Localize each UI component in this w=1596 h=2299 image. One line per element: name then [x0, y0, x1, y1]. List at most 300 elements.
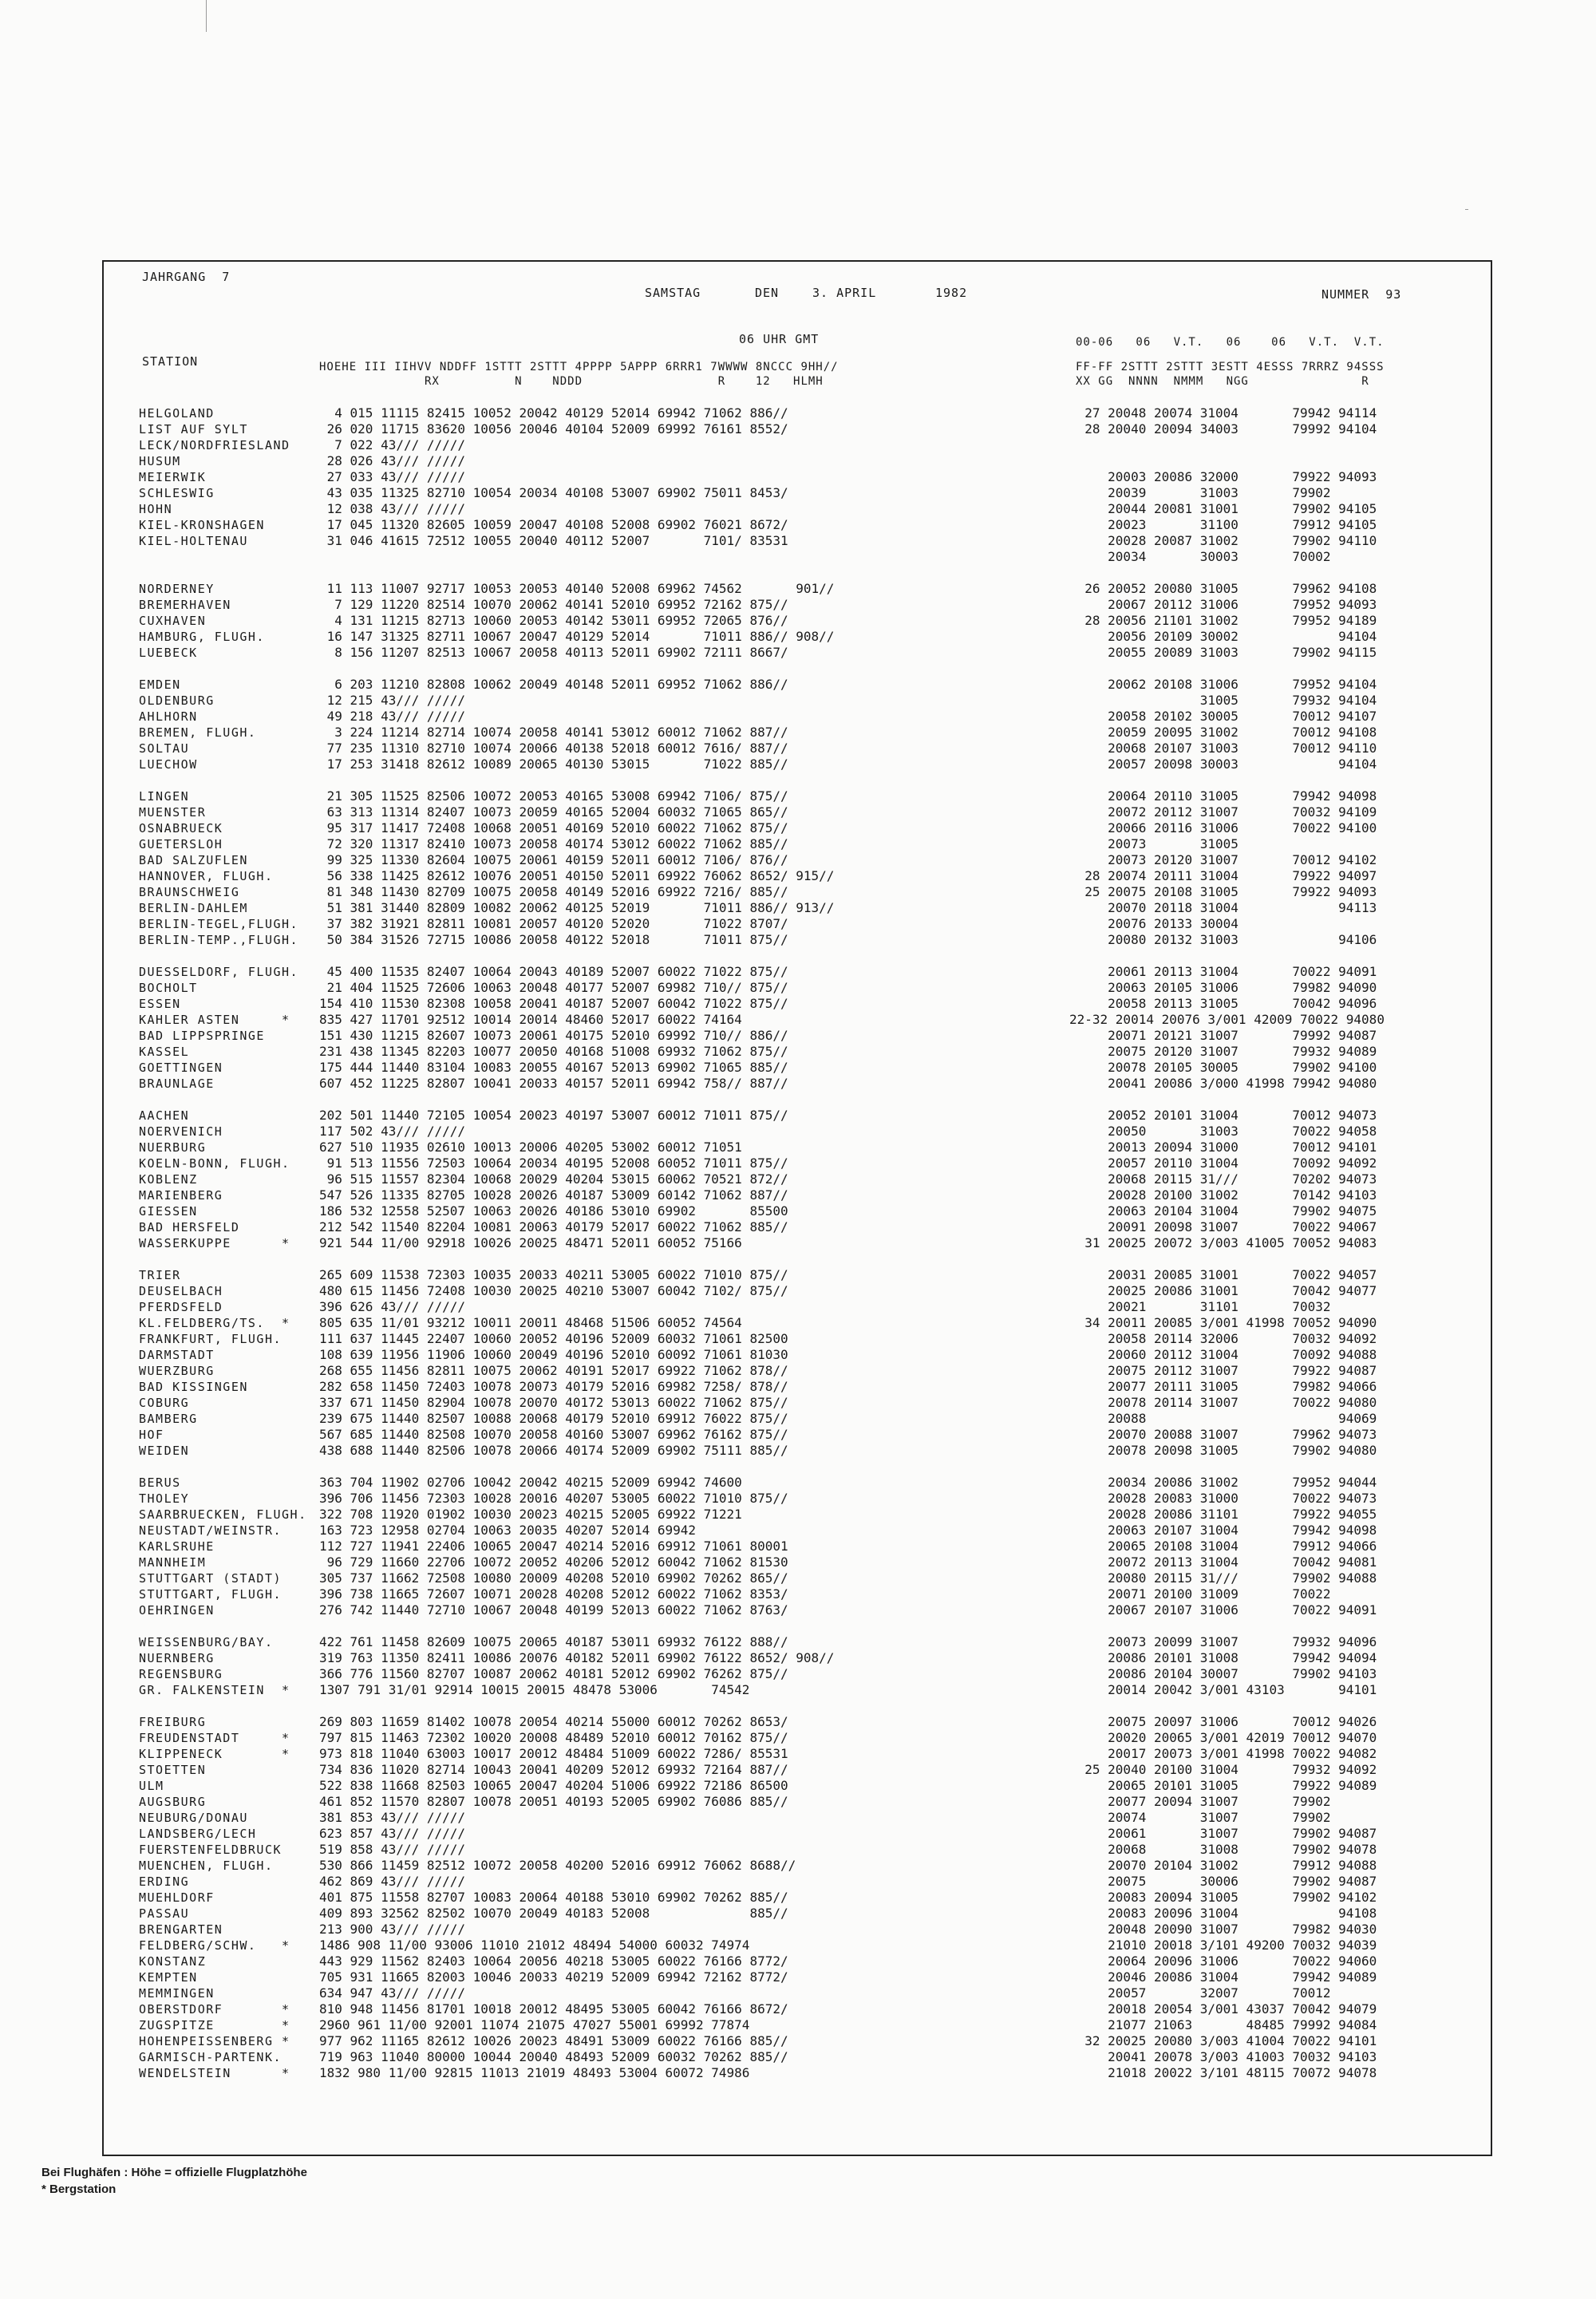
station-name: MUENCHEN, FLUGH. [139, 1859, 274, 1873]
table-row [139, 469, 1487, 485]
footnote-mountain: * Bergstation [41, 2182, 117, 2196]
synop-code: 1832 980 11/00 92815 11013 21019 48493 53004 60072 74986 [319, 2065, 750, 2080]
scan-mark [206, 0, 207, 32]
synop-code: 462 869 43/// ///// [319, 1874, 466, 1889]
table-row [139, 852, 1487, 868]
synop-code: 43 035 11325 82710 10054 20034 40108 53007 69902 75011 8453/ [319, 485, 788, 500]
extreme-values: 20080 20132 31003 94106 [1069, 932, 1377, 947]
extreme-values: 20013 20094 31000 70012 94101 [1069, 1140, 1377, 1155]
extreme-values: 20028 20100 31002 70142 94103 [1069, 1187, 1377, 1203]
extreme-values: 20065 20101 31005 79922 94089 [1069, 1778, 1377, 1793]
station-group [139, 581, 1487, 661]
group-gap [139, 565, 1487, 581]
synop-code: 530 866 11459 82512 10072 20058 40200 52016 69912 76062 8688// [319, 1858, 796, 1873]
station-name: AHLHORN [139, 709, 198, 724]
extreme-values: 20064 20110 31005 79942 94098 [1069, 788, 1377, 804]
station-name: MEMMINGEN [139, 1986, 215, 2001]
station-name: WUERZBURG [139, 1364, 215, 1378]
extreme-values: 20071 20100 31009 70022 [1069, 1586, 1331, 1602]
table-row [139, 1778, 1487, 1794]
extreme-values: 20073 20099 31007 79932 94096 [1069, 1634, 1377, 1649]
station-name: BERLIN-TEMP.,FLUGH. [139, 933, 299, 947]
table-row [139, 1539, 1487, 1554]
table-row [139, 1331, 1487, 1347]
synop-code: 4 131 11215 82713 10060 20053 40142 53011 69952 72065 876// [319, 613, 788, 628]
station-name: GIESSEN [139, 1204, 198, 1219]
extreme-values: 20068 20115 31/// 70202 94073 [1069, 1171, 1377, 1187]
weekday: SAMSTAG [645, 286, 701, 300]
synop-code: 2960 961 11/00 92001 11074 21075 47027 55001 69992 77874 [319, 2017, 750, 2032]
group-gap [139, 1459, 1487, 1475]
extreme-values: 20063 20107 31004 79942 94098 [1069, 1523, 1377, 1538]
synop-code: 705 931 11665 82003 10046 20033 40219 52009 69942 72162 8772/ [319, 1969, 788, 1985]
extreme-values: 20086 20104 30007 79902 94103 [1069, 1666, 1377, 1681]
station-name: OBERSTDORF * [139, 2002, 290, 2017]
station-name: KIEL-KRONSHAGEN [139, 518, 265, 532]
table-row [139, 533, 1487, 549]
table-row [139, 1810, 1487, 1826]
table-row [139, 1491, 1487, 1507]
station-name: LUECHOW [139, 757, 198, 772]
synop-code: 396 626 43/// ///// [319, 1299, 466, 1314]
station-name: LANDSBERG/LECH [139, 1827, 257, 1841]
table-row [139, 1523, 1487, 1539]
station-name: WASSERKUPPE * [139, 1236, 290, 1250]
table-row [139, 1938, 1487, 1953]
station-name: STOETTEN [139, 1763, 207, 1777]
station-name: MANNHEIM [139, 1555, 207, 1570]
group-gap [139, 948, 1487, 964]
station-name: GUETERSLOH [139, 837, 223, 851]
station-group [139, 405, 1487, 565]
table-row [139, 1155, 1487, 1171]
table-row [139, 1985, 1487, 2001]
synop-code: 202 501 11440 72105 10054 20023 40197 53007 60012 71011 875// [319, 1108, 788, 1123]
table-row [139, 485, 1487, 501]
synop-code: 51 381 31440 82809 10082 20062 40125 52019 71011 886// 913// [319, 900, 835, 915]
table-row [139, 1379, 1487, 1395]
code-heading-2: RX N NDDD R 12 HLMH [319, 375, 824, 388]
extreme-values: 21010 20018 3/101 49200 70032 94039 [1069, 1938, 1377, 1953]
table-row [139, 1108, 1487, 1124]
synop-code: 322 708 11920 01902 10030 20023 40215 52005 69922 71221 [319, 1507, 742, 1522]
extreme-values: 20028 20086 31101 79922 94055 [1069, 1507, 1377, 1522]
synop-code: 319 763 11350 82411 10086 20076 40182 52011 69902 76122 8652/ 908// [319, 1650, 835, 1665]
extreme-values: 20065 20108 31004 79912 94066 [1069, 1539, 1377, 1554]
station-name: BERLIN-DAHLEM [139, 901, 248, 915]
synop-code: 112 727 11941 22406 10065 20047 40214 52016 69912 71061 80001 [319, 1539, 788, 1554]
table-row [139, 1794, 1487, 1810]
issue-number: NUMMER 93 [1321, 287, 1402, 302]
extreme-values: 20068 31008 79902 94078 [1069, 1842, 1377, 1857]
station-name: FELDBERG/SCHW. * [139, 1938, 290, 1953]
table-row [139, 1969, 1487, 1985]
extreme-values: 20078 20098 31005 79902 94080 [1069, 1443, 1377, 1458]
station-name: NORDERNEY [139, 582, 215, 596]
right-heading-2: FF-FF 2STTT 2STTT 3ESTT 4ESSS 7RRRZ 94SSS [1076, 361, 1385, 373]
synop-code: 276 742 11440 72710 10067 20048 40199 52013 60022 71062 8763/ [319, 1602, 788, 1618]
synop-code: 213 900 43/// ///// [319, 1922, 466, 1937]
synop-code: 95 317 11417 72408 10068 20051 40169 52010 60022 71062 875// [319, 820, 788, 835]
station-name: MARIENBERG [139, 1188, 223, 1203]
station-name: BAD SALZUFLEN [139, 853, 248, 867]
station-name: BREMEN, FLUGH. [139, 725, 257, 740]
synop-code: 81 348 11430 82709 10075 20058 40149 52016 69922 7216/ 885// [319, 884, 788, 899]
station-name: BOCHOLT [139, 981, 198, 995]
station-name: ESSEN [139, 997, 181, 1011]
extreme-values: 20072 20113 31004 70042 94081 [1069, 1554, 1377, 1570]
extreme-values: 21077 21063 48485 79992 94084 [1069, 2017, 1377, 2032]
table-row [139, 1634, 1487, 1650]
synop-code: 519 858 43/// ///// [319, 1842, 466, 1857]
report-sheet [102, 260, 1492, 2156]
table-row [139, 2017, 1487, 2033]
table-row [139, 1842, 1487, 1858]
station-name: NEUBURG/DONAU [139, 1811, 248, 1825]
station-name: SCHLESWIG [139, 486, 215, 500]
synop-code: 381 853 43/// ///// [319, 1810, 466, 1825]
synop-code: 8 156 11207 82513 10067 20058 40113 52011 69902 72111 8667/ [319, 645, 788, 660]
synop-code: 151 430 11215 82607 10073 20061 40175 52010 69992 710// 886// [319, 1028, 788, 1043]
extreme-values: 20077 20094 31007 79902 [1069, 1794, 1331, 1809]
station-name: SAARBRUECKEN, FLUGH. [139, 1507, 307, 1522]
table-row [139, 1682, 1487, 1698]
extreme-values: 20067 20107 31006 70022 94091 [1069, 1602, 1377, 1618]
table-row [139, 1012, 1487, 1028]
station-name: THOLEY [139, 1491, 190, 1506]
station-name: EMDEN [139, 677, 181, 692]
extreme-values: 20061 31007 79902 94087 [1069, 1826, 1377, 1841]
synop-code: 634 947 43/// ///// [319, 1985, 466, 2001]
synop-code: 797 815 11463 72302 10020 20008 48489 52010 60012 70162 875// [319, 1730, 788, 1745]
station-name: NUERBURG [139, 1140, 207, 1155]
synop-code: 45 400 11535 82407 10064 20043 40189 52007 60022 71022 875// [319, 964, 788, 979]
table-row [139, 629, 1487, 645]
station-group [139, 788, 1487, 948]
table-row [139, 1762, 1487, 1778]
extreme-values: 20061 20113 31004 70022 94091 [1069, 964, 1377, 979]
table-row [139, 1602, 1487, 1618]
table-row [139, 1315, 1487, 1331]
station-name: HELGOLAND [139, 406, 215, 421]
synop-code: 111 637 11445 22407 10060 20052 40196 52009 60032 71061 82500 [319, 1331, 788, 1346]
date: 3. APRIL [812, 286, 877, 300]
extreme-values: 20017 20073 3/001 41998 70022 94082 [1069, 1746, 1377, 1761]
extreme-values: 20071 20121 31007 79992 94087 [1069, 1028, 1377, 1043]
station-name: KIEL-HOLTENAU [139, 534, 248, 548]
station-group [139, 1267, 1487, 1459]
extreme-values: 20064 20096 31006 70022 94060 [1069, 1953, 1377, 1969]
extreme-values: 20050 31003 70022 94058 [1069, 1124, 1377, 1139]
table-row [139, 1044, 1487, 1060]
station-name: GR. FALKENSTEIN * [139, 1683, 290, 1697]
table-row [139, 1283, 1487, 1299]
extreme-values: 20023 31100 79912 94105 [1069, 517, 1377, 532]
synop-code: 154 410 11530 82308 10058 20041 40187 52007 60042 71022 875// [319, 996, 788, 1011]
synop-code: 175 444 11440 83104 10083 20055 40167 52013 69902 71065 885// [319, 1060, 788, 1075]
table-row [139, 1076, 1487, 1092]
group-gap [139, 661, 1487, 677]
station-group [139, 677, 1487, 772]
synop-code: 12 038 43/// ///// [319, 501, 466, 516]
extreme-values: 20070 20088 31007 79962 94073 [1069, 1427, 1377, 1442]
table-row [139, 1874, 1487, 1890]
station-name: BAD LIPPSPRINGE [139, 1029, 265, 1043]
table-row [139, 932, 1487, 948]
station-name: GARMISCH-PARTENK. [139, 2050, 282, 2064]
table-row [139, 2049, 1487, 2065]
extreme-values: 20056 20109 30002 94104 [1069, 629, 1377, 644]
table-row [139, 1650, 1487, 1666]
extreme-values: 20048 20090 31007 79982 94030 [1069, 1922, 1377, 1937]
extreme-values: 20028 20083 31000 70022 94073 [1069, 1491, 1377, 1506]
synop-code: 363 704 11902 02706 10042 20042 40215 52009 69942 74600 [319, 1475, 742, 1490]
synop-code: 6 203 11210 82808 10062 20049 40148 52011 69952 71062 886// [319, 677, 788, 692]
station-name: BAMBERG [139, 1412, 198, 1426]
table-row [139, 1570, 1487, 1586]
extreme-values: 20080 20115 31/// 79902 94088 [1069, 1570, 1377, 1586]
extreme-values: 20073 20120 31007 70012 94102 [1069, 852, 1377, 867]
station-name: FREUDENSTADT * [139, 1731, 290, 1745]
station-name: KLIPPENECK * [139, 1747, 290, 1761]
station-name: REGENSBURG [139, 1667, 223, 1681]
table-row [139, 549, 1487, 565]
station-name: OEHRINGEN [139, 1603, 215, 1618]
table-row [139, 725, 1487, 741]
synop-code: 522 838 11668 82503 10065 20047 40204 51006 69922 72186 86500 [319, 1778, 788, 1793]
synop-code: 28 026 43/// ///// [319, 453, 466, 468]
synop-code: 117 502 43/// ///// [319, 1124, 466, 1139]
table-row [139, 756, 1487, 772]
station-name: DUESSELDORF, FLUGH. [139, 965, 299, 979]
station-name: BAD KISSINGEN [139, 1380, 248, 1394]
extreme-values: 31 20025 20072 3/003 41005 70052 94083 [1069, 1235, 1377, 1250]
synop-code: 268 655 11456 82811 10075 20062 40191 52017 69922 71062 878// [319, 1363, 788, 1378]
extreme-values: 20025 20086 31001 70042 94077 [1069, 1283, 1377, 1298]
table-row [139, 1730, 1487, 1746]
extreme-values: 20021 31101 70032 [1069, 1299, 1331, 1314]
extreme-values: 20076 20133 30004 [1069, 916, 1238, 931]
table-row [139, 501, 1487, 517]
extreme-values: 20073 31005 [1069, 836, 1238, 851]
synop-code: 265 609 11538 72303 10035 20033 40211 53005 60022 71010 875// [319, 1267, 788, 1282]
station-name: BRENGARTEN [139, 1922, 223, 1937]
extreme-values: 32 20025 20080 3/003 41004 70022 94101 [1069, 2033, 1377, 2048]
table-row [139, 1395, 1487, 1411]
synop-code: 567 685 11440 82508 10070 20058 40160 53007 69962 76162 875// [319, 1427, 788, 1442]
table-row [139, 916, 1487, 932]
synop-code: 305 737 11662 72508 10080 20009 40208 52010 69902 70262 865// [319, 1570, 788, 1586]
extreme-values: 20031 20085 31001 70022 94057 [1069, 1267, 1377, 1282]
station-name: HAMBURG, FLUGH. [139, 630, 265, 644]
right-heading-1: 00-06 06 V.T. 06 06 V.T. V.T. [1076, 336, 1385, 349]
group-gap [139, 2081, 1487, 2097]
table-row [139, 1586, 1487, 1602]
extreme-values: 20083 20096 31004 94108 [1069, 1906, 1377, 1921]
table-row [139, 2033, 1487, 2049]
table-row [139, 788, 1487, 804]
synop-code: 835 427 11701 92512 10014 20014 48460 52017 60022 74164 [319, 1012, 742, 1027]
station-name: HOF [139, 1428, 164, 1442]
table-row [139, 1203, 1487, 1219]
extreme-values: 20041 20086 3/000 41998 79942 94080 [1069, 1076, 1377, 1091]
synop-code: 26 020 11715 83620 10056 20046 40104 52009 69992 76161 8552/ [319, 421, 788, 436]
station-name: NEUSTADT/WEINSTR. [139, 1523, 282, 1538]
table-row [139, 868, 1487, 884]
station-name: WEIDEN [139, 1444, 190, 1458]
station-name: AACHEN [139, 1108, 190, 1123]
synop-code: 96 729 11660 22706 10072 20052 40206 52012 60042 71062 81530 [319, 1554, 788, 1570]
station-name: STUTTGART, FLUGH. [139, 1587, 282, 1602]
table-row [139, 1507, 1487, 1523]
table-row [139, 453, 1487, 469]
synop-code: 627 510 11935 02610 10013 20006 40205 53002 60012 71051 [319, 1140, 742, 1155]
synop-code: 547 526 11335 82705 10028 20026 40187 53009 60142 71062 887// [319, 1187, 788, 1203]
extreme-values: 20075 20097 31006 70012 94026 [1069, 1714, 1377, 1729]
group-gap [139, 1698, 1487, 1714]
station-name: STUTTGART (STADT) [139, 1571, 282, 1586]
synop-code: 921 544 11/00 92918 10026 20025 48471 52011 60052 75166 [319, 1235, 742, 1250]
synop-code: 973 818 11040 63003 10017 20012 48484 51009 60022 7286/ 85531 [319, 1746, 788, 1761]
synop-code: 4 015 11115 82415 10052 20042 40129 52014 69942 71062 886// [319, 405, 788, 421]
table-row [139, 1140, 1487, 1155]
synop-code: 91 513 11556 72503 10064 20034 40195 52008 60052 71011 875// [319, 1155, 788, 1171]
year: 1982 [935, 286, 968, 300]
station-name: HOHENPEISSENBERG * [139, 2034, 290, 2048]
synop-code: 7 129 11220 82514 10070 20062 40141 52010 69952 72162 875// [319, 597, 788, 612]
station-group [139, 1714, 1487, 2081]
table-row [139, 709, 1487, 725]
extreme-values: 20057 20098 30003 94104 [1069, 756, 1377, 772]
table-row [139, 2065, 1487, 2081]
synop-code: 734 836 11020 82714 10043 20041 40209 52012 69932 72164 887// [319, 1762, 788, 1777]
extreme-values: 20060 20112 31004 70092 94088 [1069, 1347, 1377, 1362]
synop-code: 401 875 11558 82707 10083 20064 40188 53010 69902 70262 885// [319, 1890, 788, 1905]
synop-code: 3 224 11214 82714 10074 20058 40141 53012 60012 71062 887// [319, 725, 788, 740]
synop-code: 163 723 12958 02704 10063 20035 40207 52014 69942 [319, 1523, 697, 1538]
station-name: OLDENBURG [139, 693, 215, 708]
synop-code: 623 857 43/// ///// [319, 1826, 466, 1841]
table-row [139, 1714, 1487, 1730]
table-row [139, 1219, 1487, 1235]
station-name: PFERDSFELD [139, 1300, 223, 1314]
synop-code: 96 515 11557 82304 10068 20029 40204 53015 60062 70521 872// [319, 1171, 788, 1187]
station-name: MEIERWIK [139, 470, 207, 484]
time-heading: 06 UHR GMT [739, 332, 820, 346]
extreme-values: 20034 20086 31002 79952 94044 [1069, 1475, 1377, 1490]
scan-mark [1465, 209, 1468, 210]
table-row [139, 645, 1487, 661]
synop-code: 461 852 11570 82807 10078 20051 40193 52005 69902 76086 885// [319, 1794, 788, 1809]
synop-code: 269 803 11659 81402 10078 20054 40214 55000 60012 70262 8653/ [319, 1714, 788, 1729]
extreme-values: 20057 20110 31004 70092 94092 [1069, 1155, 1377, 1171]
table-row [139, 1124, 1487, 1140]
extreme-values: 20083 20094 31005 79902 94102 [1069, 1890, 1377, 1905]
station-name: BAD HERSFELD [139, 1220, 240, 1234]
station-group [139, 1475, 1487, 1618]
code-heading-1: HOEHE III IIHVV NDDFF 1STTT 2STTT 4PPPP 5APPP 6RRR1 7WWWW 8NCCC 9HH// [319, 361, 839, 373]
synop-code: 239 675 11440 82507 10088 20068 40179 52010 69912 76022 875// [319, 1411, 788, 1426]
extreme-values: 20078 20114 31007 70022 94080 [1069, 1395, 1377, 1410]
extreme-values: 20028 20087 31002 79902 94110 [1069, 533, 1377, 548]
table-row [139, 741, 1487, 756]
station-name: HOHN [139, 502, 173, 516]
station-name: HANNOVER, FLUGH. [139, 869, 274, 883]
station-name: NUERNBERG [139, 1651, 215, 1665]
extreme-values: 20058 20113 31005 70042 94096 [1069, 996, 1377, 1011]
station-name: PASSAU [139, 1906, 190, 1921]
table-row [139, 1411, 1487, 1427]
synop-code: 719 963 11040 80000 10044 20040 48493 52009 60032 70262 885// [319, 2049, 788, 2064]
table-row [139, 613, 1487, 629]
synop-code: 186 532 12558 52507 10063 20026 40186 53010 69902 85500 [319, 1203, 788, 1219]
station-heading: STATION [142, 354, 199, 369]
synop-code: 212 542 11540 82204 10081 20063 40179 52017 60022 71062 885// [319, 1219, 788, 1234]
synop-code: 21 404 11525 72606 10063 20048 40177 52007 69982 710// 875// [319, 980, 788, 995]
table-row [139, 1858, 1487, 1874]
table-row [139, 693, 1487, 709]
table-row [139, 1028, 1487, 1044]
station-name: ERDING [139, 1874, 190, 1889]
extreme-values: 20046 20086 31004 79942 94089 [1069, 1969, 1377, 1985]
table-row [139, 1427, 1487, 1443]
footnote-airports: Bei Flughäfen : Höhe = offizielle Flugplatzhöhe [41, 2166, 307, 2179]
station-group [139, 1108, 1487, 1251]
station-name: COBURG [139, 1396, 190, 1410]
synop-code: 31 046 41615 72512 10055 20040 40112 52007 7101/ 83531 [319, 533, 788, 548]
synop-code: 409 893 32562 82502 10070 20049 40183 52008 885// [319, 1906, 788, 1921]
extreme-values: 20058 20114 32006 70032 94092 [1069, 1331, 1377, 1346]
station-name: KOBLENZ [139, 1172, 198, 1187]
synop-code: 63 313 11314 82407 10073 20059 40165 52004 60032 71065 865// [319, 804, 788, 820]
table-row [139, 1299, 1487, 1315]
extreme-values: 20066 20116 31006 70022 94100 [1069, 820, 1377, 835]
table-row [139, 996, 1487, 1012]
synop-code: 37 382 31921 82811 10081 20057 40120 52020 71022 8707/ [319, 916, 788, 931]
extreme-values: 20041 20078 3/003 41003 70032 94103 [1069, 2049, 1377, 2064]
extreme-values: 25 20075 20108 31005 79922 94093 [1069, 884, 1377, 899]
station-name: BERUS [139, 1475, 181, 1490]
extreme-values: 20059 20095 31002 70012 94108 [1069, 725, 1377, 740]
station-name: BERLIN-TEGEL,FLUGH. [139, 917, 299, 931]
jahrgang: JAHRGANG 7 [142, 270, 231, 284]
extreme-values: 20088 94069 [1069, 1411, 1377, 1426]
table-row [139, 1922, 1487, 1938]
table-row [139, 1187, 1487, 1203]
table-row [139, 1475, 1487, 1491]
extreme-values: 20003 20086 32000 79922 94093 [1069, 469, 1377, 484]
extreme-values: 28 20074 20111 31004 79922 94097 [1069, 868, 1377, 883]
extreme-values: 26 20052 20080 31005 79962 94108 [1069, 581, 1377, 596]
station-name: GOETTINGEN [139, 1061, 223, 1075]
synop-code: 17 045 11320 82605 10059 20047 40108 52008 69902 76021 8672/ [319, 517, 788, 532]
synop-code: 1486 908 11/00 93006 11010 21012 48494 54000 60032 74974 [319, 1938, 750, 1953]
station-name: ULM [139, 1779, 164, 1793]
station-name: FREIBURG [139, 1715, 207, 1729]
synop-code: 11 113 11007 92717 10053 20053 40140 52008 69962 74562 901// [319, 581, 835, 596]
extreme-values: 20044 20081 31001 79902 94105 [1069, 501, 1377, 516]
synop-code: 805 635 11/01 93212 10011 20011 48468 51506 60052 74564 [319, 1315, 742, 1330]
table-row [139, 900, 1487, 916]
extreme-values: 20068 20107 31003 70012 94110 [1069, 741, 1377, 756]
synop-code: 282 658 11450 72403 10078 20073 40179 52016 69982 7258/ 878// [319, 1379, 788, 1394]
station-name: WENDELSTEIN * [139, 2066, 290, 2080]
synop-code: 108 639 11956 11906 10060 20049 40196 52010 60092 71061 81030 [319, 1347, 788, 1362]
station-group [139, 964, 1487, 1092]
station-name: LUEBECK [139, 646, 198, 660]
station-name: HUSUM [139, 454, 181, 468]
station-name: OSNABRUECK [139, 821, 223, 835]
